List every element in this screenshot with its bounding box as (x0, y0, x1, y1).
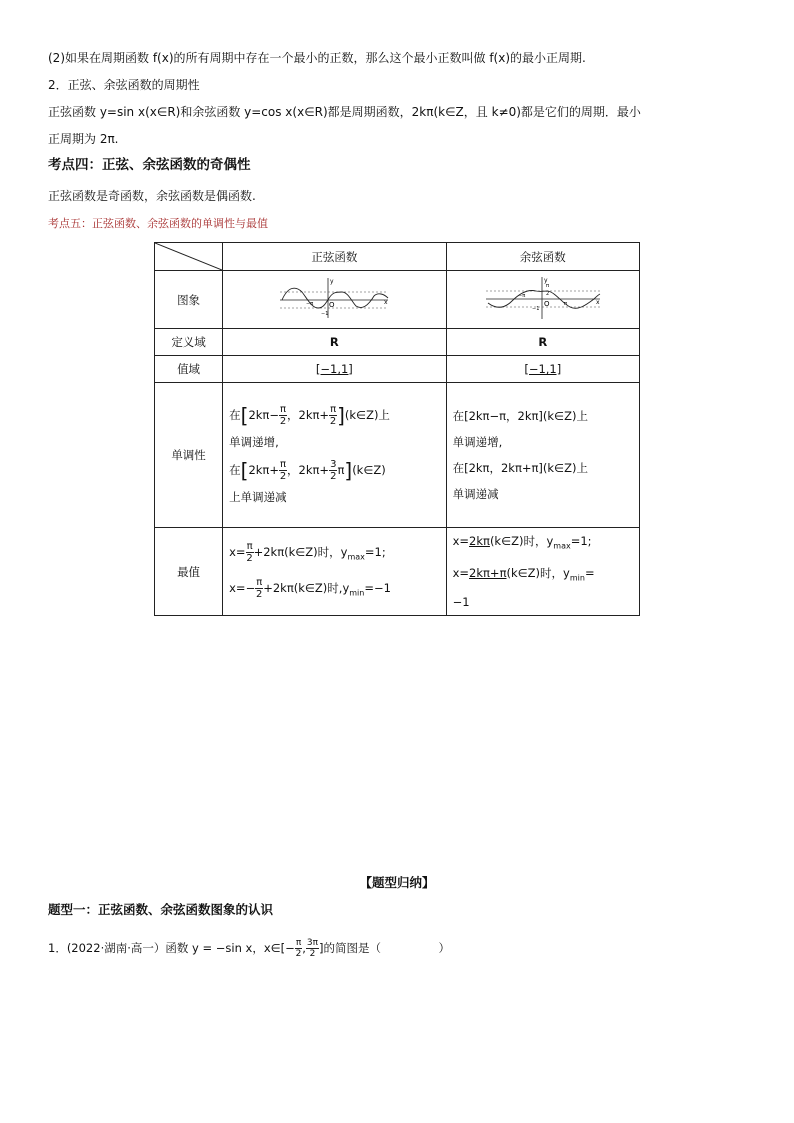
section4-text: 正弦函数是奇函数，余弦函数是偶函数. (48, 189, 256, 203)
fraction-pi-over-2: $\frac{\pi}{2}$ (256, 576, 263, 600)
svg-text:x: x (384, 299, 388, 306)
svg-text:y: y (543, 277, 548, 284)
svg-text:−π: −π (517, 293, 525, 299)
row-extreme-label: 最值 (155, 528, 223, 616)
sin-increasing-interval: 在[2kπ− $\frac{\pi}{2}$ ，2kπ+ $\frac{\pi}{2}$ ](k∈Z)上 (229, 403, 390, 428)
svg-text:2: 2 (545, 291, 549, 297)
domain-cos: R (446, 329, 639, 356)
cos-increasing-interval: 在[2kπ−π，2kπ](k∈Z)上 (452, 409, 588, 423)
row-range-label: 值域 (155, 356, 223, 383)
sin-decreasing-interval: 在[2kπ+ $\frac{\pi}{2}$ ，2kπ+ $\frac{3}{2}$ π](k∈Z) (229, 458, 386, 483)
cos-min-value: −1 (452, 594, 470, 609)
section2-line-1: 正弦函数 y=sin x(x∈R)和余弦函数 y=cos x(x∈R)都是周期函数，2kπ(k∈Z，且 k≠0)都是它们的周期．最小 (48, 105, 641, 119)
fraction-pi-over-2: $\frac{\pi}{2}$ (279, 404, 287, 427)
range-sin-cell (223, 356, 446, 383)
sin-graph-cell (223, 271, 446, 329)
fraction-3pi-over-2: $\frac{3\pi}{2}$ (306, 938, 319, 959)
sine-graph-image (278, 276, 390, 320)
row-domain-label: 定义域 (155, 329, 223, 356)
extreme-cos (446, 528, 639, 616)
fraction-pi-over-2: $\frac{\pi}{2}$ (295, 938, 302, 959)
cos-graph-cell (446, 271, 639, 329)
fraction-pi-over-2: $\frac{\pi}{2}$ (329, 404, 337, 427)
monotonic-cos (446, 383, 639, 528)
section4-title: 考点四：正弦、余弦函数的奇偶性 (48, 157, 251, 173)
row-monotonic-label: 单调性 (155, 383, 223, 528)
domain-sin: R (223, 329, 446, 356)
header-cos: 余弦函数 (446, 243, 639, 271)
cos-max: x=2kπ(k∈Z)时，$y_{max}=1$; (452, 534, 592, 551)
sin-min: x=− $\frac{\pi}{2}$ +2kπ(k∈Z)时$,y_{min}=-1$ (229, 576, 391, 600)
question-1: 1．(2022·湖南·高一）函数 y = −sin x，x∈[− $\frac{\pi}{2}$ , $\frac{3\pi}{2}$ ]的简图是（ ） (48, 938, 451, 959)
section5-title: 考点五：正弦函数、余弦函数的单调性与最值 (48, 217, 268, 230)
section2-title: 2．正弦、余弦函数的周期性 (48, 78, 200, 92)
range-sin: [−1,1] (315, 362, 353, 376)
sin-increasing-label: 单调递增, (229, 435, 279, 449)
diagonal-line (155, 243, 222, 270)
svg-text:x: x (595, 299, 600, 306)
sin-decreasing-label: 上单调递减 (229, 490, 287, 504)
svg-text:−π: −π (306, 301, 314, 307)
header-diagonal-cell (155, 243, 223, 271)
extreme-sin (223, 528, 446, 616)
range-cos-cell (446, 356, 639, 383)
svg-text:−1: −1 (531, 306, 540, 312)
monotonic-sin (223, 383, 446, 528)
intro-line-1: (2)如果在周期函数 f(x)的所有周期中存在一个最小的正数，那么这个最小正数叫做 f(x)的最小正周期. (48, 51, 586, 65)
summary-heading: 【题型归纳】 (359, 875, 435, 890)
svg-text:O: O (543, 300, 550, 308)
cos-decreasing-label: 单调递减 (452, 487, 499, 501)
svg-text:π: π (563, 301, 567, 307)
svg-text:π: π (545, 283, 549, 289)
cos-increasing-label: 单调递增, (452, 435, 503, 449)
fraction-3-over-2: $\frac{3}{2}$ (330, 459, 337, 482)
cosine-graph-image (484, 275, 602, 321)
sin-max: x= $\frac{\pi}{2}$ +2kπ(k∈Z)时，$y_{max}=1$; (229, 541, 386, 565)
cos-min: x=2kπ+π(k∈Z)时，$y_{min}=$ (452, 565, 595, 582)
type1-title: 题型一：正弦函数、余弦函数图象的认识 (48, 902, 274, 917)
row-graph-label: 图象 (155, 271, 223, 329)
svg-text:y: y (330, 278, 334, 285)
cos-decreasing-interval: 在[2kπ，2kπ+π](k∈Z)上 (452, 461, 588, 475)
fraction-pi-over-2: $\frac{\pi}{2}$ (279, 459, 287, 482)
sine-cosine-table (154, 242, 640, 616)
range-cos: [−1,1] (524, 362, 562, 376)
svg-text:O: O (329, 301, 335, 309)
svg-text:−1: −1 (321, 311, 329, 317)
fraction-pi-over-2: $\frac{\pi}{2}$ (246, 541, 253, 565)
section2-line-2: 正周期为 2π. (48, 132, 119, 146)
header-sin: 正弦函数 (223, 243, 446, 271)
